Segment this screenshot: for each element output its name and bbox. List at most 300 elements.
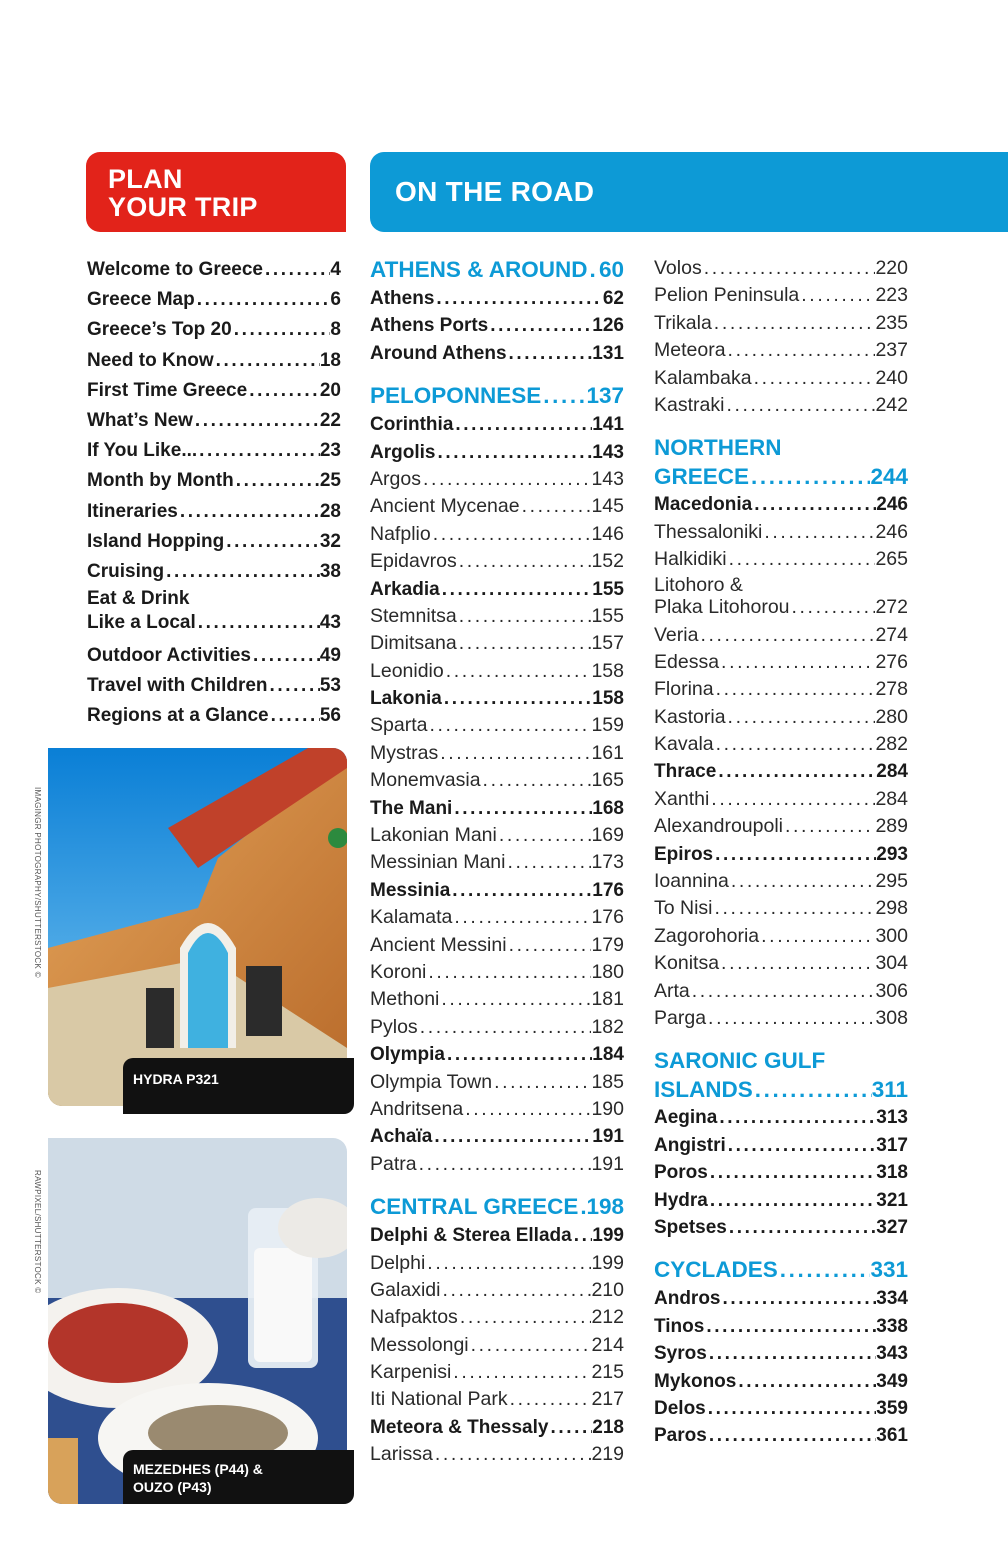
plan-entry-title: If You Like... — [87, 440, 198, 462]
toc-entry — [370, 576, 624, 603]
toc-leader-dots — [426, 959, 591, 986]
section-gap — [370, 367, 624, 381]
photo-credit-hydra: IMAGINGR PHOTOGRAPHY/SHUTTERSTOCK © — [33, 787, 42, 978]
toc-leader-dots — [164, 557, 320, 587]
toc-entry-page: 246 — [876, 494, 908, 516]
section-title-cont: GREECE — [654, 464, 750, 490]
toc-entry-page: 298 — [875, 897, 908, 920]
toc-entry — [654, 1368, 908, 1395]
toc-entry-title: Stemnitsa — [370, 604, 457, 627]
on-the-road-contents-col1 — [370, 255, 624, 1469]
plan-entry-title: Eat & Drink — [87, 588, 190, 610]
toc-entry-page: 235 — [875, 311, 908, 334]
toc-entry — [370, 959, 624, 986]
section-page: 311 — [871, 1077, 908, 1103]
section-heading — [370, 1192, 624, 1222]
toc-entry-title: Edessa — [654, 650, 720, 673]
toc-entry-page: 242 — [875, 393, 908, 416]
toc-leader-dots — [588, 255, 599, 285]
toc-entry-title: Pylos — [370, 1015, 418, 1038]
toc-entry-page: 343 — [876, 1343, 908, 1365]
plan-entry-title: Need to Know — [87, 349, 214, 371]
toc-entry-page: 246 — [875, 520, 908, 543]
toc-entry-page: 237 — [875, 339, 908, 362]
toc-leader-dots — [726, 1132, 877, 1159]
toc-entry — [654, 546, 908, 573]
toc-entry — [654, 1104, 908, 1131]
toc-entry — [654, 895, 908, 922]
toc-leader-dots — [799, 282, 875, 309]
on-the-road-banner: ON THE ROAD — [370, 152, 1008, 232]
toc-entry-title: Parga — [654, 1006, 707, 1029]
toc-entry-title-cont: Plaka Litohorou — [654, 595, 790, 618]
toc-entry-title: Mykonos — [654, 1370, 737, 1392]
toc-entry — [370, 740, 624, 767]
plan-entry-page: 38 — [319, 560, 341, 582]
toc-leader-dots — [234, 466, 320, 496]
toc-entry — [370, 548, 624, 575]
toc-entry-title: Dimitsana — [370, 632, 457, 655]
plan-entry-title: Welcome to Greece — [87, 259, 264, 280]
toc-entry — [654, 1005, 908, 1032]
toc-leader-dots — [451, 1359, 591, 1386]
toc-entry — [654, 841, 908, 868]
toc-entry — [654, 365, 908, 392]
toc-entry — [654, 282, 908, 309]
toc-entry — [370, 1096, 624, 1123]
toc-entry — [370, 1151, 624, 1178]
toc-entry — [654, 1285, 908, 1312]
toc-entry-page: 126 — [592, 315, 624, 337]
toc-entry-page: 158 — [592, 688, 624, 710]
toc-entry-title: Kavala — [654, 733, 714, 756]
toc-entry-title: Xanthi — [654, 787, 710, 810]
toc-entry — [654, 1313, 908, 1340]
toc-entry-page: 272 — [875, 595, 908, 618]
toc-entry-page: 295 — [875, 870, 908, 893]
toc-entry — [370, 1277, 624, 1304]
toc-entry-title: Syros — [654, 1343, 707, 1365]
toc-entry-title: Corinthia — [370, 414, 454, 436]
toc-entry-title: Epidavros — [370, 550, 457, 573]
toc-leader-dots — [418, 1014, 592, 1041]
section-title: CENTRAL GREECE — [370, 1194, 579, 1220]
toc-leader-dots — [702, 255, 876, 282]
toc-entry-page: 359 — [876, 1397, 908, 1419]
toc-leader-dots — [708, 1187, 876, 1214]
toc-entry-page: 334 — [876, 1288, 908, 1310]
toc-leader-dots — [572, 1222, 593, 1249]
toc-entry-title: Iti National Park — [370, 1388, 508, 1411]
toc-entry-page: 131 — [592, 342, 624, 364]
hydra-photo — [48, 748, 347, 1106]
toc-entry-title: Delphi & Sterea Ellada — [370, 1225, 572, 1247]
toc-leader-dots — [214, 346, 320, 376]
toc-entry-title: Leonidio — [370, 659, 444, 682]
plan-entry-title: Itineraries — [87, 500, 178, 522]
plan-entry-page: 20 — [319, 379, 341, 401]
toc-leader-dots — [453, 411, 592, 438]
section-gap — [654, 1032, 908, 1046]
toc-leader-dots — [698, 622, 875, 649]
toc-leader-dots — [251, 641, 320, 671]
toc-entry — [654, 1187, 908, 1214]
toc-entry-page: 338 — [876, 1315, 908, 1337]
toc-leader-dots — [783, 813, 875, 840]
section-heading — [654, 1255, 908, 1285]
toc-entry-title: Ioannina — [654, 870, 729, 893]
plan-banner-line2: YOUR TRIP — [108, 192, 258, 222]
toc-entry — [370, 658, 624, 685]
plan-entry-page: 25 — [319, 470, 341, 492]
toc-entry — [370, 1014, 624, 1041]
toc-entry-title: To Nisi — [654, 897, 713, 920]
plan-entry-page: 53 — [319, 675, 341, 697]
toc-entry — [370, 822, 624, 849]
toc-entry-page: 179 — [591, 933, 624, 956]
section-title-cont: ISLANDS — [654, 1077, 753, 1103]
toc-leader-dots — [433, 1441, 592, 1468]
plan-banner-line1: PLAN — [108, 164, 183, 194]
plan-entry-page: 6 — [330, 289, 341, 311]
toc-leader-dots — [193, 406, 320, 436]
toc-entry — [654, 813, 908, 840]
toc-entry-title: Karpenisi — [370, 1361, 452, 1384]
toc-entry-title: Mystras — [370, 741, 439, 764]
toc-entry-title: Poros — [654, 1162, 708, 1184]
toc-leader-dots — [541, 381, 586, 411]
toc-entry — [654, 1340, 908, 1367]
plan-entry-page: 49 — [319, 645, 341, 667]
toc-entry — [370, 712, 624, 739]
toc-entry-title: Zagorohoria — [654, 924, 760, 947]
toc-entry — [370, 493, 624, 520]
mezedhes-caption — [123, 1450, 354, 1504]
toc-leader-dots — [224, 527, 320, 557]
toc-leader-dots — [438, 740, 591, 767]
toc-leader-dots — [263, 255, 330, 285]
toc-entry — [370, 439, 624, 466]
toc-entry-page: 308 — [875, 1006, 908, 1029]
toc-entry-page: 141 — [592, 414, 624, 436]
toc-entry-page: 274 — [875, 623, 908, 646]
toc-entry-page: 173 — [591, 851, 624, 874]
section-title: PELOPONNESE — [370, 383, 542, 409]
toc-entry-title: Argolis — [370, 441, 436, 463]
toc-entry — [654, 1214, 908, 1241]
toc-entry-page: 306 — [875, 979, 908, 1002]
toc-entry-page: 165 — [591, 769, 624, 792]
toc-entry — [654, 574, 908, 622]
toc-leader-dots — [457, 630, 592, 657]
toc-leader-dots — [488, 312, 592, 339]
toc-entry — [370, 767, 624, 794]
toc-leader-dots — [727, 546, 876, 573]
toc-entry-page: 215 — [591, 1361, 624, 1384]
toc-leader-dots — [458, 1304, 592, 1331]
toc-entry-page: 169 — [591, 824, 624, 847]
toc-entry-title: Messinian Mani — [370, 851, 506, 874]
toc-leader-dots — [749, 462, 870, 491]
toc-entry — [370, 411, 624, 438]
plan-entry-page: 4 — [330, 259, 341, 280]
toc-leader-dots — [457, 548, 592, 575]
toc-leader-dots — [520, 493, 592, 520]
photo-credit-mezedhes: RAWPIXEL/SHUTTERSTOCK © — [33, 1170, 42, 1294]
plan-entry — [87, 701, 341, 731]
toc-leader-dots — [425, 1250, 591, 1277]
toc-entry — [370, 1359, 624, 1386]
toc-entry — [654, 255, 908, 282]
plan-entry-title: Cruising — [87, 560, 165, 582]
toc-entry-page: 62 — [602, 288, 624, 309]
section-title: SARONIC GULF — [654, 1048, 826, 1074]
toc-entry-page: 265 — [875, 548, 908, 571]
toc-leader-dots — [178, 497, 320, 527]
section-title: ATHENS & AROUND — [370, 257, 588, 282]
section-title: NORTHERN — [654, 435, 782, 461]
toc-leader-dots — [724, 392, 875, 419]
plan-entry-line2 — [87, 611, 341, 635]
toc-entry-title: Meteora — [654, 339, 726, 362]
toc-entry-page: 191 — [592, 1126, 624, 1148]
toc-entry — [654, 310, 908, 337]
toc-entry-page: 289 — [875, 815, 908, 838]
plan-trip-contents — [87, 255, 341, 732]
toc-leader-dots — [752, 491, 876, 518]
plan-entry — [87, 671, 341, 701]
toc-leader-dots — [690, 978, 876, 1005]
toc-entry-title: Galaxidi — [370, 1278, 441, 1301]
toc-leader-dots — [442, 685, 592, 712]
plan-entry-page: 8 — [330, 319, 341, 341]
toc-leader-dots — [269, 701, 320, 731]
toc-leader-dots — [440, 1277, 591, 1304]
toc-entry-page: 219 — [591, 1443, 624, 1466]
plan-entry — [87, 641, 341, 671]
plan-entry-title: Month by Month — [87, 470, 234, 492]
toc-entry-title: Arkadia — [370, 578, 440, 600]
toc-leader-dots — [435, 439, 592, 466]
toc-leader-dots — [444, 658, 592, 685]
toc-entry — [370, 312, 624, 339]
toc-leader-dots — [762, 519, 875, 546]
toc-entry-title: Messolongi — [370, 1333, 469, 1356]
toc-entry-page: 190 — [591, 1097, 624, 1120]
toc-entry-title: Paros — [654, 1425, 707, 1447]
toc-leader-dots — [439, 986, 591, 1013]
toc-entry — [370, 1069, 624, 1096]
toc-leader-dots — [713, 895, 876, 922]
toc-leader-dots — [729, 868, 876, 895]
toc-entry-title: Lakonia — [370, 688, 442, 710]
toc-entry-title: Kastoria — [654, 705, 726, 728]
toc-entry-title: Sparta — [370, 714, 428, 737]
plan-entry-title: Travel with Children — [87, 675, 268, 697]
toc-entry-title: Achaïa — [370, 1126, 433, 1148]
plan-your-trip-banner — [86, 152, 346, 232]
toc-leader-dots — [196, 611, 320, 635]
toc-leader-dots — [727, 1214, 876, 1241]
toc-entry-page: 284 — [875, 787, 908, 810]
toc-leader-dots — [778, 1255, 871, 1285]
toc-entry-page: 176 — [591, 906, 624, 929]
toc-entry-page: 349 — [876, 1370, 908, 1392]
toc-leader-dots — [457, 603, 592, 630]
toc-leader-dots — [469, 1332, 592, 1359]
toc-entry — [654, 676, 908, 703]
toc-entry-title: Litohoro & — [654, 573, 743, 596]
toc-leader-dots — [452, 795, 592, 822]
toc-entry-page: 180 — [591, 960, 624, 983]
toc-entry-page: 240 — [875, 366, 908, 389]
toc-entry — [654, 978, 908, 1005]
toc-leader-dots — [704, 1313, 876, 1340]
toc-leader-dots — [452, 904, 591, 931]
toc-entry-page: 278 — [875, 678, 908, 701]
toc-entry-page: 214 — [591, 1333, 624, 1356]
plan-entry-page: 18 — [319, 349, 341, 371]
toc-entry-page: 181 — [591, 988, 624, 1011]
toc-leader-dots — [232, 315, 331, 345]
toc-entry-line2 — [654, 596, 908, 618]
plan-entry-page: 43 — [319, 612, 341, 634]
toc-leader-dots — [752, 365, 876, 392]
plan-entry — [87, 557, 341, 587]
toc-entry — [370, 932, 624, 959]
toc-entry-page: 159 — [591, 714, 624, 737]
toc-leader-dots — [497, 822, 592, 849]
toc-entry-title: Macedonia — [654, 494, 753, 516]
toc-leader-dots — [427, 712, 591, 739]
toc-leader-dots — [706, 1395, 877, 1422]
plan-entry — [87, 346, 341, 376]
plan-entry-page: 22 — [319, 409, 341, 431]
plan-entry-title: First Time Greece — [87, 379, 248, 401]
on-the-road-contents-col2 — [654, 255, 908, 1450]
toc-leader-dots — [753, 1075, 872, 1104]
toc-entry-title: Florina — [654, 678, 714, 701]
toc-entry — [370, 603, 624, 630]
plan-entry — [87, 376, 341, 406]
toc-entry-title: Methoni — [370, 988, 440, 1011]
toc-entry-title: Aegina — [654, 1107, 718, 1129]
toc-entry — [654, 491, 908, 518]
toc-leader-dots — [492, 1069, 591, 1096]
toc-entry — [370, 1123, 624, 1150]
toc-entry-title: Hydra — [654, 1189, 708, 1211]
toc-leader-dots — [197, 436, 320, 466]
toc-entry-page: 284 — [876, 761, 908, 783]
toc-entry-page: 152 — [591, 550, 624, 573]
toc-entry-page: 176 — [592, 879, 624, 901]
toc-entry-title: Thrace — [654, 761, 717, 783]
toc-entry-title: Nafpaktos — [370, 1306, 458, 1329]
plan-entry — [87, 315, 341, 345]
toc-entry-page: 318 — [876, 1162, 908, 1184]
toc-entry-page: 158 — [591, 659, 624, 682]
toc-entry-page: 212 — [591, 1306, 624, 1329]
toc-entry-title: Olympia — [370, 1044, 445, 1066]
toc-entry-page: 184 — [592, 1044, 624, 1066]
toc-entry-page: 145 — [591, 495, 624, 518]
toc-entry-title: Patra — [370, 1152, 417, 1175]
toc-entry — [654, 1132, 908, 1159]
toc-entry-page: 155 — [592, 578, 624, 600]
toc-entry — [370, 521, 624, 548]
toc-entry — [370, 1222, 624, 1249]
toc-leader-dots — [790, 596, 876, 618]
plan-entry — [87, 497, 341, 527]
toc-entry-title: Tinos — [654, 1315, 705, 1337]
toc-leader-dots — [708, 1159, 876, 1186]
toc-entry — [654, 519, 908, 546]
section-title: CYCLADES — [654, 1257, 778, 1283]
toc-entry-title: Thessaloniki — [654, 520, 763, 543]
toc-entry-title: Koroni — [370, 960, 427, 983]
toc-entry-title: Andros — [654, 1288, 721, 1310]
toc-leader-dots — [712, 310, 876, 337]
mezedhes-caption-line2: OUZO (P43) — [133, 1479, 212, 1495]
toc-entry — [370, 1441, 624, 1468]
toc-entry-page: 199 — [591, 1251, 624, 1274]
toc-entry — [370, 795, 624, 822]
plan-entry-title: Outdoor Activities — [87, 645, 251, 667]
toc-entry-title: Nafplio — [370, 522, 431, 545]
toc-entry-title: Alexandroupoli — [654, 815, 784, 838]
plan-entry-title: Greece’s Top 20 — [87, 319, 232, 341]
toc-entry-title: Epiros — [654, 843, 714, 865]
toc-entry-page: 280 — [875, 705, 908, 728]
toc-entry-title: Ancient Mycenae — [370, 495, 520, 518]
toc-leader-dots — [431, 521, 592, 548]
toc-entry-page: 182 — [591, 1015, 624, 1038]
toc-entry-title: Halkidiki — [654, 548, 727, 571]
toc-leader-dots — [463, 1096, 591, 1123]
toc-entry-title: Trikala — [654, 311, 712, 334]
toc-entry — [654, 868, 908, 895]
plan-entry — [87, 587, 341, 641]
toc-leader-dots — [578, 1192, 586, 1222]
toc-entry-page: 304 — [875, 952, 908, 975]
toc-leader-dots — [505, 849, 591, 876]
toc-entry — [654, 649, 908, 676]
toc-entry — [370, 1304, 624, 1331]
section-page: 137 — [586, 383, 624, 409]
toc-entry-page: 143 — [591, 467, 624, 490]
toc-leader-dots — [450, 877, 592, 904]
toc-leader-dots — [508, 1386, 592, 1413]
toc-entry-page: 293 — [876, 843, 908, 865]
toc-leader-dots — [707, 1422, 876, 1449]
plan-entry — [87, 466, 341, 496]
toc-entry-title: Delphi — [370, 1251, 426, 1274]
toc-leader-dots — [714, 676, 876, 703]
toc-entry-page: 210 — [591, 1278, 624, 1301]
section-heading — [370, 255, 624, 285]
toc-entry — [654, 1395, 908, 1422]
toc-leader-dots — [716, 758, 876, 785]
toc-entry-title: Konitsa — [654, 952, 720, 975]
section-heading — [654, 1046, 908, 1104]
section-gap — [370, 1178, 624, 1192]
toc-entry-page: 313 — [876, 1107, 908, 1129]
toc-entry-title: Argos — [370, 467, 421, 490]
toc-entry-title: Larissa — [370, 1443, 433, 1466]
toc-entry — [654, 786, 908, 813]
toc-entry-title: Messinia — [370, 879, 451, 901]
toc-entry-page: 317 — [876, 1134, 908, 1156]
